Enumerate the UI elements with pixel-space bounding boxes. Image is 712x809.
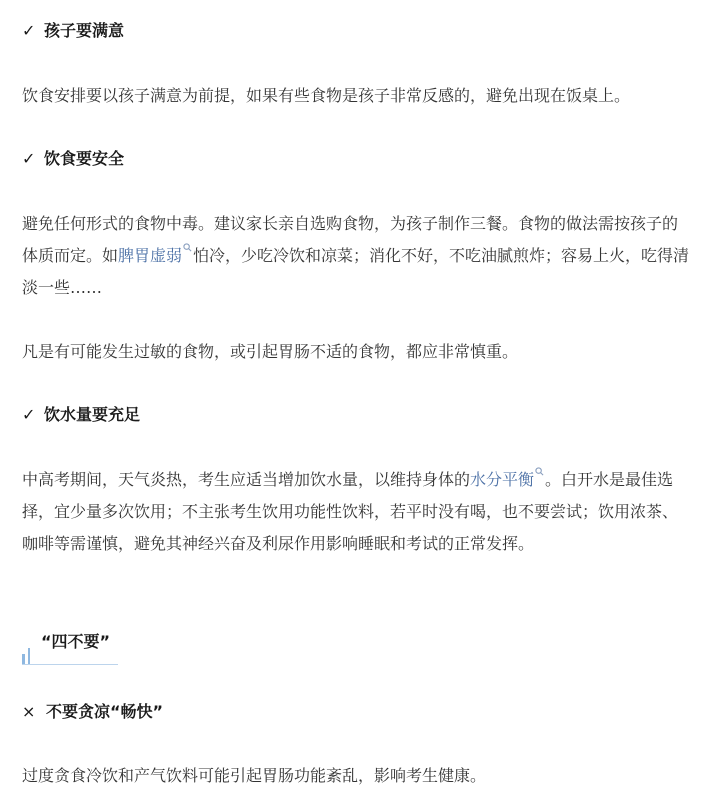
- paragraph-text: 中高考期间，天气炎热，考生应适当增加饮水量，以维持身体的: [22, 470, 471, 489]
- check-icon: ✓: [22, 149, 36, 168]
- decorative-bar: [22, 654, 25, 664]
- section-heading-water-intake: [22, 405, 140, 425]
- section-heading-text: 饮水量要充足: [44, 405, 141, 424]
- section-heading-food-safety: [22, 149, 124, 169]
- dont-heading-text: 不要贪凉“畅快”: [46, 702, 164, 721]
- section-heading-text: 孩子要满意: [44, 21, 125, 40]
- search-icon[interactable]: [535, 467, 544, 476]
- section-heading-child-satisfied: [22, 21, 124, 41]
- check-icon: ✓: [22, 405, 36, 424]
- section-title-four-donts: [22, 630, 118, 666]
- paragraph-food-safety: [22, 208, 690, 304]
- paragraph-water-intake: [22, 464, 690, 560]
- paragraph-child-satisfied: 饮食安排要以孩子满意为前提，如果有些食物是孩子非常反感的，避免出现在饭桌上。: [22, 86, 631, 105]
- search-icon[interactable]: [183, 243, 192, 252]
- paragraph-text: 。白开水是最佳选择，宜少量多次饮用；不主张考生饮用功能性饮料，若平时没有喝，也不要尝试；饮用浓茶、咖啡等需谨慎，避免其神经兴奋及利尿作用影响睡眠和考试的正常发挥。: [22, 470, 679, 553]
- paragraph-text: 怕冷，少吃冷饮和凉菜；消化不好，不吃油腻煎炸；容易上火，吃得清淡一些……: [22, 246, 690, 297]
- keyword-link-spleen-stomach[interactable]: 脾胃虚弱: [118, 246, 183, 265]
- check-icon: ✓: [22, 21, 36, 40]
- paragraph-allergy: 凡是有可能发生过敏的食物，或引起胃肠不适的食物，都应非常慎重。: [22, 342, 519, 361]
- cross-icon: ×: [22, 702, 36, 721]
- section-title-text: “四不要”: [41, 632, 111, 651]
- dont-heading-cold: [22, 702, 163, 722]
- section-title-underline: [22, 664, 118, 665]
- section-heading-text: 饮食要安全: [44, 149, 125, 168]
- decorative-bar: [28, 648, 30, 664]
- paragraph-text: 避免任何形式的食物中毒。建议家长亲自选购食物，为孩子制作三餐。食物的做法需按孩子的体质而定。如: [22, 214, 679, 265]
- paragraph-dont-cold: 过度贪食冷饮和产气饮料可能引起胃肠功能紊乱，影响考生健康。: [22, 766, 487, 785]
- keyword-link-water-balance[interactable]: 水分平衡: [470, 470, 535, 489]
